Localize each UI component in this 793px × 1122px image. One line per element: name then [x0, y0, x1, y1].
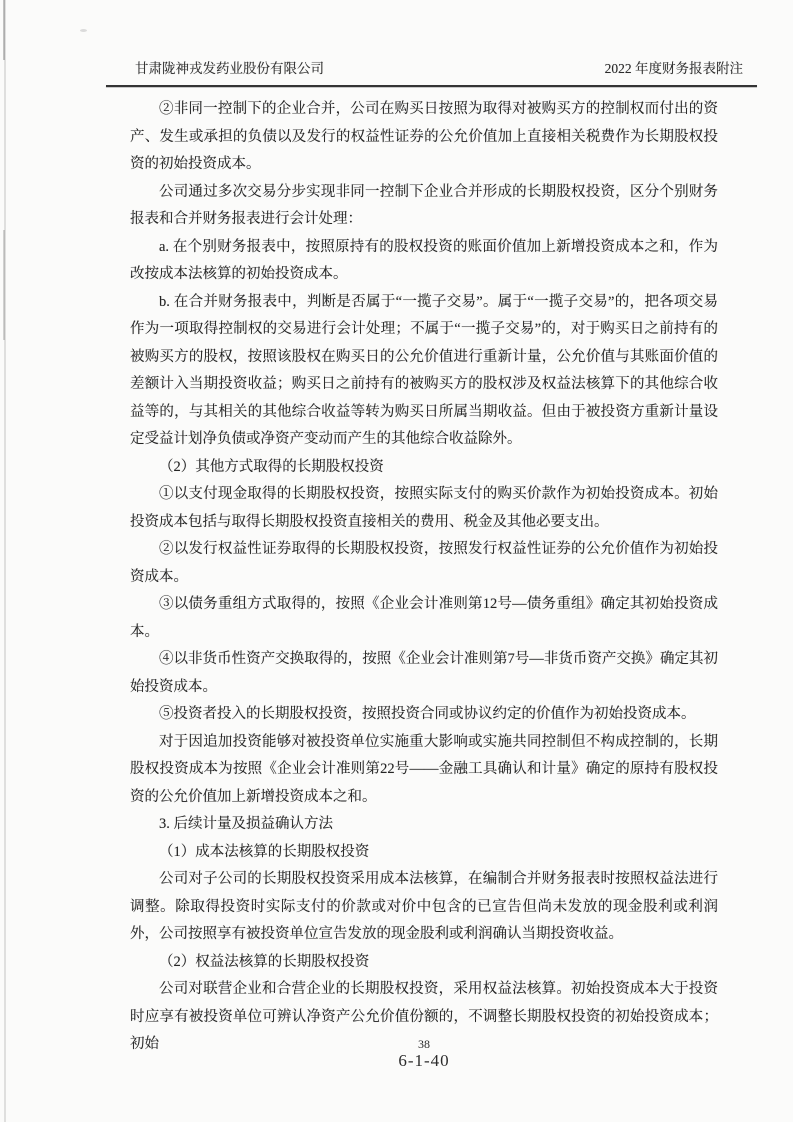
heading-cost-method: （1）成本法核算的长期股权投资 [159, 843, 370, 860]
page-header [135, 57, 743, 77]
paragraph-nonmonetary-exchange: ④以非货币性资产交换取得的，按照《企业会计准则第7号—非货币资产交换》确定其初始投资成本。 [130, 651, 718, 695]
paragraph-business-combination: ②非同一控制下的企业合并，公司在购买日按照为取得对被购买方的控制权而付出的资产、发生或承担的负债以及发行的权益性证券的公允价值加上直接相关税费作为长期股权投资的初始投资成本。 [130, 101, 718, 172]
document-body [130, 96, 718, 1059]
heading-subsequent-measurement: 3. 后续计量及损益确认方法 [159, 816, 333, 832]
paragraph-cash-acquired: ①以支付现金取得的长期股权投资，按照实际支付的购买价款作为初始投资成本。初始投资成本包括与取得长期股权投资直接相关的费用、税金及其他必要支出。 [130, 486, 718, 530]
page-number: 38 [418, 1037, 430, 1051]
paragraph-consolidated-statements: b. 在合并财务报表中，判断是否属于“一揽子交易”。属于“一揽子交易”的，把各项交易作为一项取得控制权的交易进行会计处理；不属于“一揽子交易”的，对于购买日之前持有的被购买方的股权，按照该股权在购买日的公允价值进行重新计量，公允价值与其账面价值的差额计入当期投资收益；购买日之前持有的被购买方的股权涉及权益法核算下的其他综合收益等的，与其相关的其他综合收益等转为购买日所属当期收益。但由于被投资方重新计量设定受益计划净负债或净资产变动而产生的其他综合收益除外。 [130, 293, 718, 447]
paragraph-separate-statements: a. 在个别财务报表中，按照原持有的股权投资的账面价值加上新增投资成本之和，作为改按成本法核算的初始投资成本。 [130, 238, 718, 282]
page-footer [130, 1037, 718, 1071]
scan-smudge-artifact [80, 29, 87, 32]
document-page-number: 6-1-40 [398, 1051, 450, 1070]
scan-edge-artifact [3, 0, 5, 60]
paragraph-debt-restructuring: ③以债务重组方式取得的，按照《企业会计准则第12号—债务重组》确定其初始投资成本。 [130, 596, 718, 640]
header-divider [106, 85, 757, 87]
scan-edge-artifact [4, 0, 6, 1122]
paragraph-equity-securities-issued: ②以发行权益性证券取得的长期股权投资，按照发行权益性证券的公允价值作为初始投资成本。 [130, 541, 718, 585]
paragraph-additional-investment: 对于因追加投资能够对被投资单位实施重大影响或实施共同控制但不构成控制的，长期股权投资成本为按照《企业会计准则第22号——金融工具确认和计量》确定的原持有股权投资的公允价值加上新增投资成本之和。 [130, 733, 718, 805]
paragraph-cost-method-detail: 公司对子公司的长期股权投资采用成本法核算，在编制合并财务报表时按照权益法进行调整。除取得投资时实际支付的价款或对价中包含的已宣告但尚未发放的现金股利或利润外，公司按照享有被投资单位宣告发放的现金股利或利润确认当期投资收益。 [130, 871, 718, 942]
header-doc-title: 2022 年度财务报表附注 [604, 61, 743, 76]
heading-other-acquisition-methods: （2）其他方式取得的长期股权投资 [159, 458, 384, 475]
scan-edge-artifact [3, 230, 5, 340]
paragraph-equity-method-detail: 公司对联营企业和合营企业的长期股权投资，采用权益法核算。初始投资成本大于投资时应享有被投资单位可辨认净资产公允价值份额的，不调整长期股权投资的初始投资成本；初始 [130, 981, 718, 1052]
header-company-name: 甘肃陇神戎发药业股份有限公司 [135, 61, 324, 76]
heading-equity-method: （2）权益法核算的长期股权投资 [159, 953, 370, 970]
paragraph-step-acquisition: 公司通过多次交易分步实现非同一控制下企业合并形成的长期股权投资，区分个别财务报表和合并财务报表进行会计处理： [130, 183, 718, 227]
paragraph-investor-contribution: ⑤投资者投入的长期股权投资，按照投资合同或协议约定的价值作为初始投资成本。 [159, 706, 696, 722]
